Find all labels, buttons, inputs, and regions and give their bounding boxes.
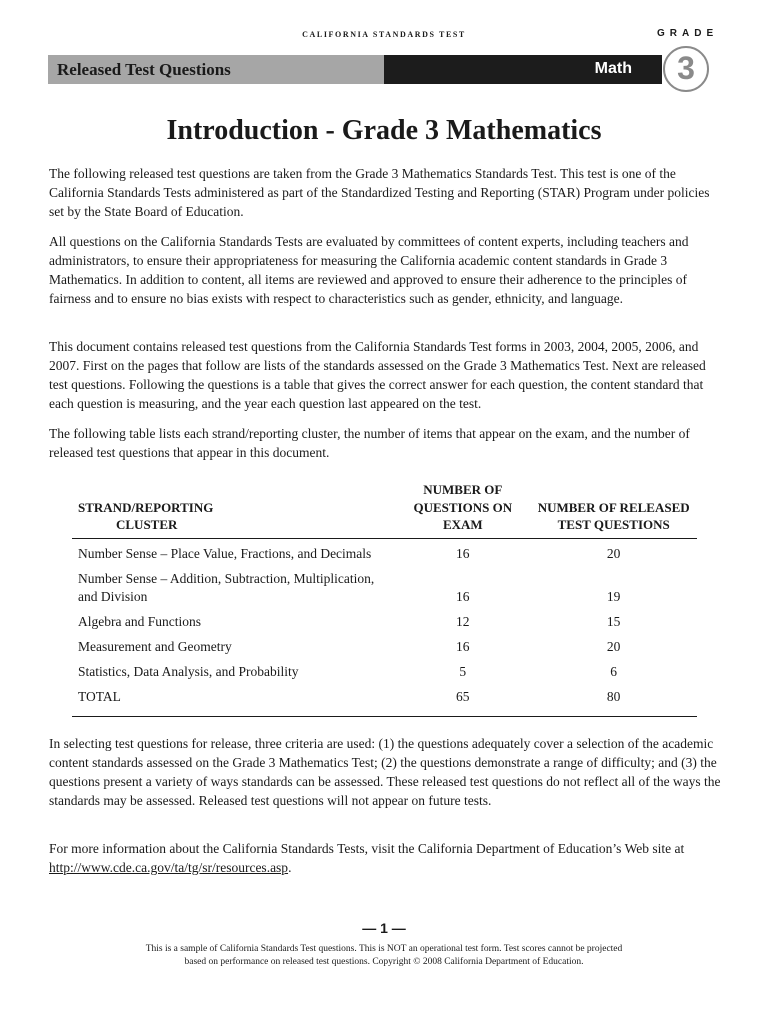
strand-cell: Statistics, Data Analysis, and Probability (78, 663, 299, 679)
banner-title: Released Test Questions (57, 60, 231, 79)
strand-cell: Number Sense – Place Value, Fractions, and Decimals (78, 545, 372, 561)
test-name-label: CALIFORNIA STANDARDS TEST (302, 30, 466, 39)
grade-number-badge: 3 (663, 46, 709, 92)
released-count-cell: 6 (610, 663, 618, 679)
table-row (72, 663, 697, 688)
table-total-row (72, 688, 697, 717)
evaluation-paragraph: All questions on the California Standards Tests are evaluated by committees of content experts, including teachers and administrators, to ensure their appropriateness for measuring the California academic content standards in Grade 3 Mathematics. In addition to content, all items are reviewed and approved to ensure their adherence to the principles of fairness and to ensure no bias exists with respect to characteristics such as gender, ethnicity, and language. (49, 234, 689, 306)
released-count-cell: 15 (606, 613, 621, 629)
released-count-cell: 19 (606, 588, 621, 604)
exam-count-cell: 16 (456, 545, 470, 561)
table-row (72, 570, 697, 613)
page-title: Introduction - Grade 3 Mathematics (166, 115, 602, 146)
more-info-end: . (288, 860, 292, 875)
table-row (72, 613, 697, 638)
intro-paragraph: The following released test questions are taken from the Grade 3 Mathematics Standards Test. This test is one of the California Standards Tests administered as part of the Standardized Testing and Reporting (STAR) Program under policies set by the State Board of Education. (49, 166, 710, 219)
strand-header-line1: STRAND/REPORTING (78, 499, 214, 515)
strand-table (72, 481, 697, 717)
strand-cell: Number Sense – Addition, Subtraction, Multiplication, and Division (78, 570, 375, 604)
table-header-row (72, 481, 697, 538)
table-row (72, 638, 697, 663)
grade-label: GRADE (657, 28, 719, 39)
table-intro-paragraph: The following table lists each strand/reporting cluster, the number of items that appear on the exam, and the number of released test questions that appear in this document. (49, 426, 690, 460)
table-row (72, 538, 697, 570)
exam-count-cell: 16 (456, 588, 470, 604)
strand-header-line2: CLUSTER (116, 517, 178, 532)
subject-label: Math (594, 60, 632, 77)
more-info-paragraph (49, 839, 721, 877)
disclaimer-line-2: based on performance on released test questions. Copyright © 2008 California Department of Education. (184, 956, 584, 967)
contents-paragraph: This document contains released test questions from the California Standards Test forms in 2003, 2004, 2005, 2006, and 2007. First on the pages that follow are lists of the standards assessed on the Grade 3 Mathematics Test. Next are released test questions. Following the questions is a table that gives the correct answer for each question, the content standard that each question is measuring, and the year each question last appeared on the test. (49, 339, 706, 411)
strand-cell: TOTAL (72, 688, 395, 717)
subject-banner (384, 55, 662, 84)
strand-cell: Measurement and Geometry (78, 638, 232, 654)
released-questions-banner (48, 55, 384, 84)
released-count-cell: 80 (530, 688, 697, 717)
copyright-disclaimer (120, 943, 648, 968)
released-count-cell: 20 (606, 545, 621, 561)
exam-questions-column-header: NUMBER OF QUESTIONS ON EXAM (395, 481, 530, 538)
exam-count-cell: 65 (395, 688, 530, 717)
exam-count-cell: 12 (456, 613, 470, 629)
selection-criteria-paragraph: In selecting test questions for release, three criteria are used: (1) the questions adequately cover a selection of the academic content standards assessed on the Grade 3 Mathematics Test; (2) the questions demonstrate a range of difficulty; and (3) the questions present a variety of ways standards can be assessed. These released test questions do not reflect all of the ways the standards may be assessed. Released test questions will not appear on future tests. (49, 736, 721, 808)
released-count-cell: 20 (606, 638, 621, 654)
strand-column-header (72, 481, 395, 538)
more-info-text: For more information about the California Standards Tests, visit the California Department of Education’s Web site at (49, 841, 685, 856)
strand-cell: Algebra and Functions (78, 613, 201, 629)
exam-count-cell: 16 (456, 638, 470, 654)
exam-count-cell: 5 (459, 663, 467, 679)
released-questions-column-header: NUMBER OF RELEASED TEST QUESTIONS (530, 481, 697, 538)
disclaimer-line-1: This is a sample of California Standards Test questions. This is NOT an operational test form. Test scores cannot be projected (145, 944, 623, 954)
resources-link[interactable]: http://www.cde.ca.gov/ta/tg/sr/resources.asp (49, 860, 289, 875)
page-number: — 1 — (362, 920, 406, 936)
